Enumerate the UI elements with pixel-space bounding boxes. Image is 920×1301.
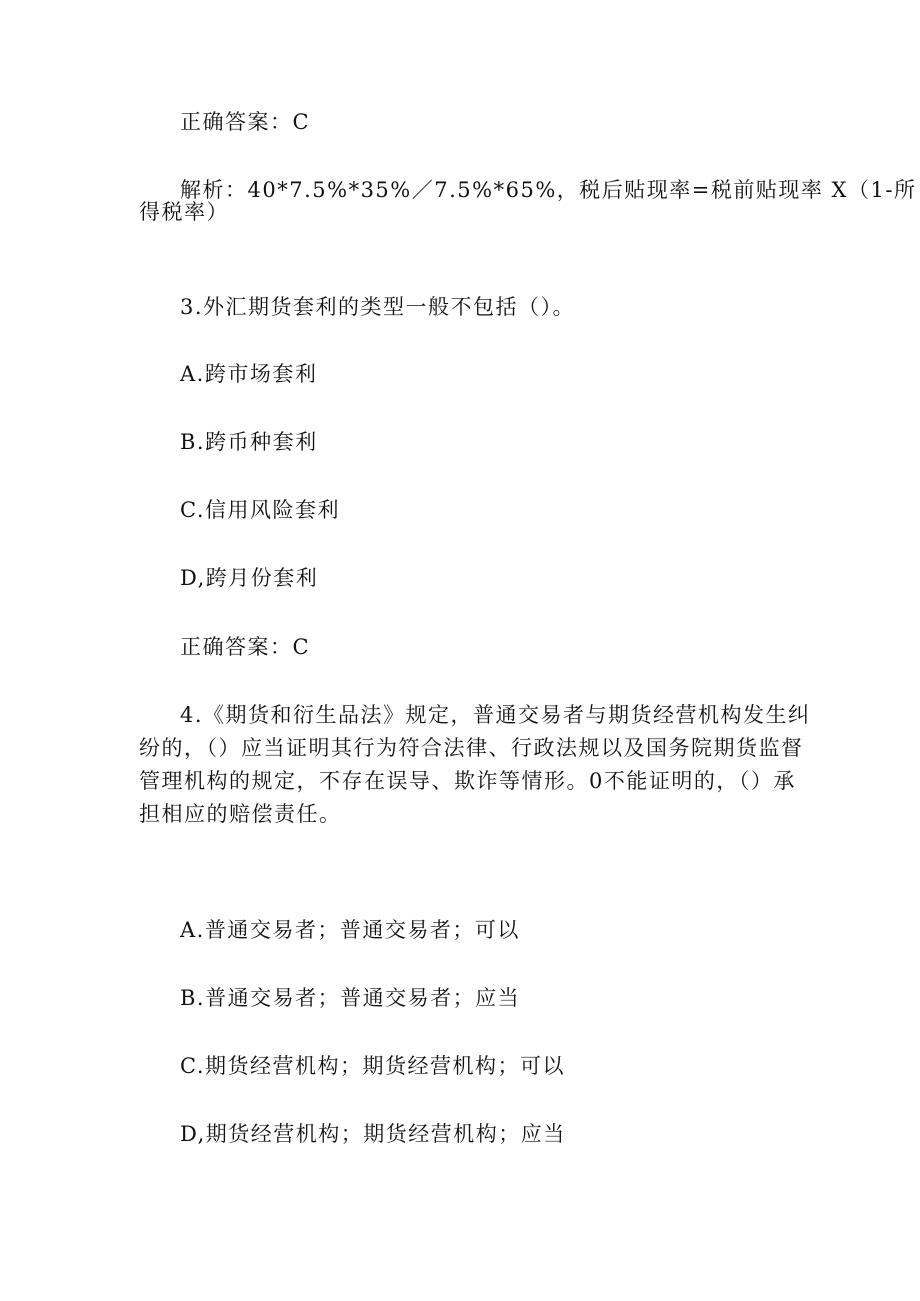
- q3-option-a: A.跨市场套利: [180, 362, 318, 386]
- q3-option-d: D,跨月份套利: [180, 566, 319, 590]
- q4-question-line-2: 纷的，（）应当证明其行为符合法律、行政法规以及国务院期货监督: [139, 736, 804, 760]
- q4-question-line-1: 4.《期货和衍生品法》规定，普通交易者与期货经营机构发生纠: [180, 703, 811, 727]
- q4-question-line-4: 担相应的赔偿责任。: [139, 802, 342, 826]
- q3-option-b: B.跨币种套利: [180, 430, 318, 454]
- q4-option-d: D,期货经营机构；期货经营机构；应当: [180, 1122, 566, 1146]
- q4-option-c: C.期货经营机构；期货经营机构；可以: [180, 1054, 565, 1078]
- q3-question: 3.外汇期货套利的类型一般不包括（）。: [180, 295, 576, 319]
- q2-explanation-line-2: 得税率）: [139, 200, 229, 224]
- q4-option-b: B.普通交易者；普通交易者；应当: [180, 986, 521, 1010]
- q4-question-line-3: 管理机构的规定，不存在误导、欺诈等情形。0不能证明的，（）承: [139, 769, 796, 793]
- q3-answer: 正确答案：C: [180, 635, 311, 659]
- q3-option-c: C.信用风险套利: [180, 498, 340, 522]
- q2-answer: 正确答案：C: [180, 110, 311, 134]
- q4-option-a: A.普通交易者；普通交易者；可以: [180, 918, 520, 942]
- q2-explanation-line-1: 解析：40*7.5%*35%／7.5%*65%，税后贴现率=税前贴现率 X（1-所: [180, 178, 917, 202]
